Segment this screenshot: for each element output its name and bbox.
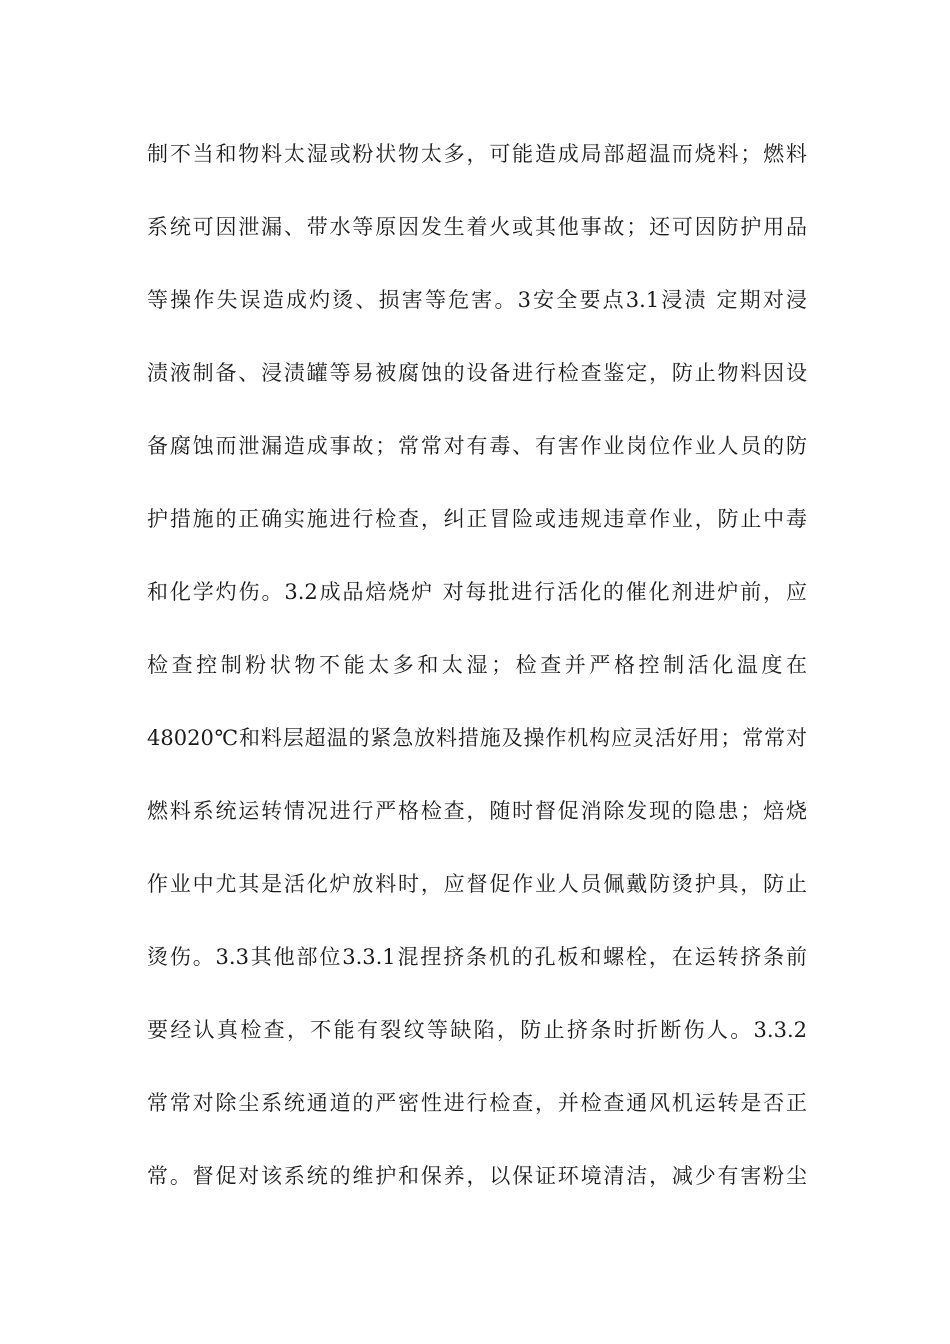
text-line: 护措施的正确实施进行检查，纠正冒险或违规违章作业，防止中毒: [147, 507, 807, 531]
text-line: 和化学灼伤。3.2成品焙烧炉 对每批进行活化的催化剂进炉前，应: [147, 580, 807, 604]
text-line: 48020℃和料层超温的紧急放料措施及操作机构应灵活好用；常常对: [147, 726, 807, 750]
text-line: 作业中尤其是活化炉放料时，应督促作业人员佩戴防烫护具，防止: [147, 872, 807, 896]
text-line: 要经认真检查，不能有裂纹等缺陷，防止挤条时折断伤人。3.3.2: [147, 1018, 807, 1042]
text-line: 常常对除尘系统通道的严密性进行检查，并检查通风机运转是否正: [147, 1091, 807, 1115]
text-line: 备腐蚀而泄漏造成事故；常常对有毒、有害作业岗位作业人员的防: [147, 434, 807, 458]
text-line: 常。督促对该系统的维护和保养，以保证环境清洁，减少有害粉尘: [147, 1164, 807, 1188]
text-line: 等操作失误造成灼烫、损害等危害。3安全要点3.1浸渍 定期对浸: [147, 288, 807, 312]
text-line: 系统可因泄漏、带水等原因发生着火或其他事故；还可因防护用品: [147, 215, 807, 239]
text-line: 制不当和物料太湿或粉状物太多，可能造成局部超温而烧料；燃料: [147, 142, 807, 166]
text-line: 渍液制备、浸渍罐等易被腐蚀的设备进行检查鉴定，防止物料因设: [147, 361, 807, 385]
text-line: 燃料系统运转情况进行严格检查，随时督促消除发现的隐患；焙烧: [147, 799, 807, 823]
body-text: [147, 136, 807, 1231]
text-line: 检查控制粉状物不能太多和太湿；检查并严格控制活化温度在: [147, 653, 807, 677]
text-line: 烫伤。3.3其他部位3.3.1混捏挤条机的孔板和螺栓，在运转挤条前: [147, 945, 807, 969]
